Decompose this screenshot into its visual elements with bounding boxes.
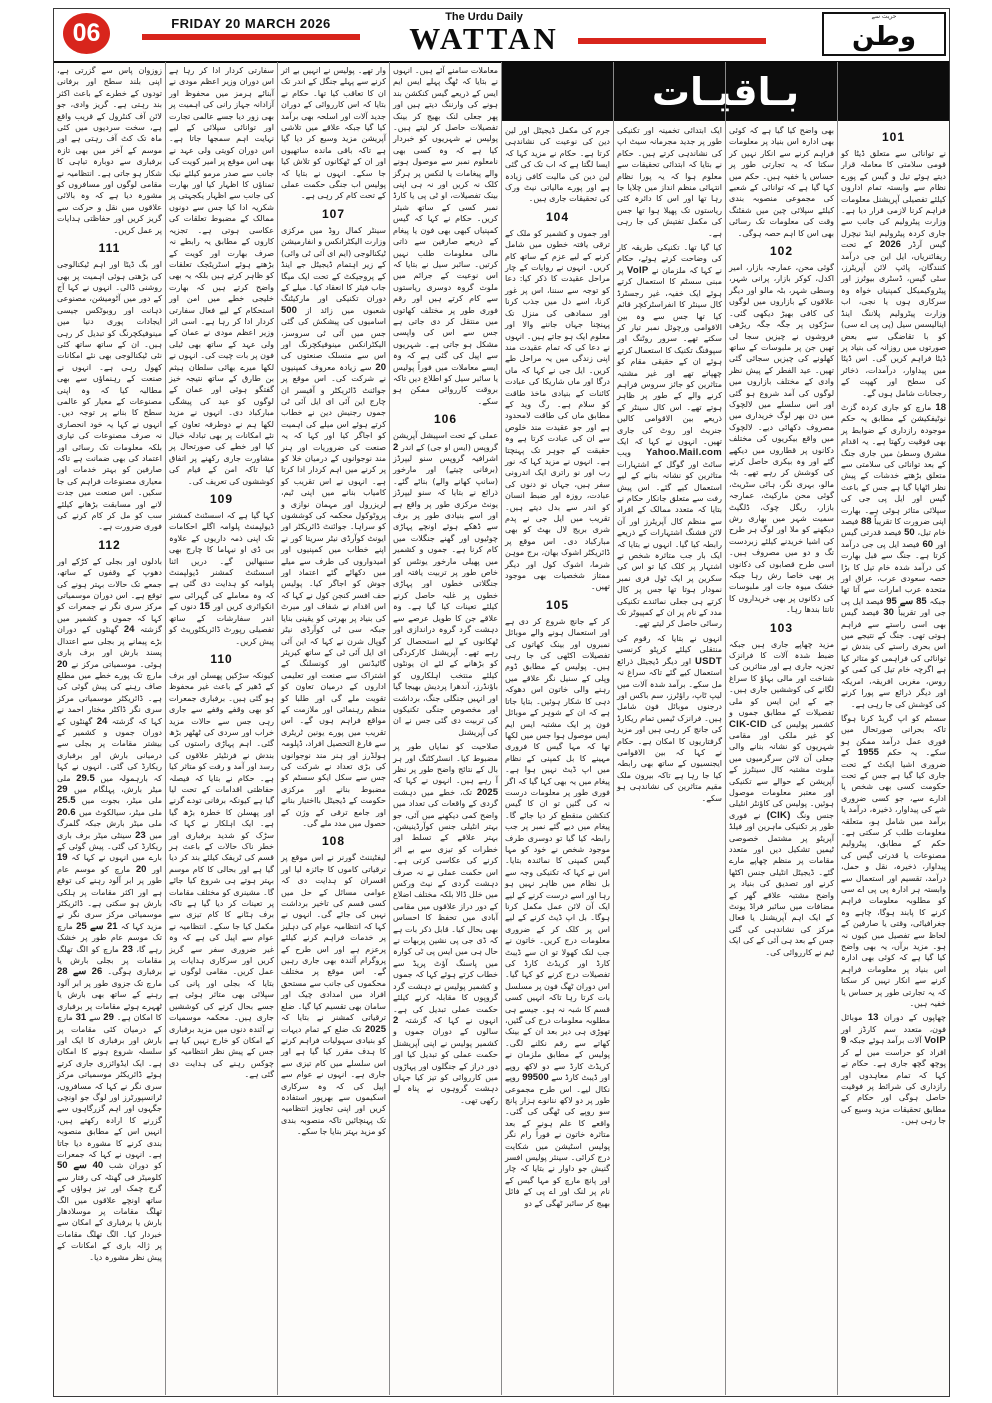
bold-token: 2 bbox=[393, 441, 399, 453]
bold-token: 26 سے 28 bbox=[57, 966, 103, 978]
bold-token: 25.5 bbox=[57, 795, 76, 807]
bold-token: USDT bbox=[694, 655, 722, 667]
bold-token: 23 bbox=[122, 943, 133, 955]
bold-token: 20 bbox=[135, 863, 147, 875]
body-paragraph: زوزوان پاس سے گزرتی ہے، اپنی بلند سطح اور برفانی تودوں کے خطرے کے باعث اکثر بند رہتی ہے۔ گریز وادی، جو لائن آف کنٹرول کے قریب واقع ہے، سخت سردیوں میں کئی ماہ تک کٹ آف رہتی ہے اور موسم کے آخر میں بھی تازہ برفباری سے دوبارہ تباہی کا شکار ہو جاتی ہے۔ انتظامیہ نے مقامی لوگوں اور مسافروں کو مشورہ دیا ہے کہ وہ بالائی علاقوں میں نقل و حرکت سے گریز کریں اور حفاظتی ہدایات پر عمل کریں۔ bbox=[57, 66, 162, 235]
body-paragraph: کہا گیا ہے کہ اسسٹنٹ کمشنر ڈیولپمنٹ پلوامہ اگلے احکامات تک اپنی ذمہ داریوں کے علاوہ بی ڈی او نیہاما کا چارج بھی سنبھالیں گے۔ دریں اثنا اسسٹنٹ کمشنر ڈیولپمنٹ پلوامہ کو ہدایت دی گئی ہے کہ وہ معاملے کی گہرائی سے انکوائری کریں اور 15 دنوں کے اندر سفارشات کے ساتھ تفصیلی رپورٹ ڈائریکٹوریٹ کو پیش کریں۔ bbox=[169, 511, 274, 646]
body-paragraph: سینٹر کمال روڈ میں مرکزی وزارت الیکٹرانکس و انفارمیشن ٹیکنالوجی (ایم ای آئی ٹی وائی) کے زیر اہتمام ڈیجیٹل جے اینڈ کے پروجیکٹ کے تحت ایک میگا جاب فیئر کا انعقاد کیا۔ میلے کے دوران تکنیکی اور مارکیٹنگ شعبوں میں زائد از 500 اسامیوں کی پیشکش کی گئی جس میں آئی ٹی سروسز، الیکٹرانکس مینوفیکچرنگ اور اس سے منسلک صنعتوں کی 20 سے زیادہ معروف کمپنیوں نے شرکت کی۔ اس موقع پر جوائنٹ ڈائریکٹر و آفیسر ان چارج این آئی ای ایل آئی ٹی جموں رجنیش دین نے خطاب کرتے ہوئے اس میلے کی اہمیت کو اجاگر کیا اور کہا کہ یہ صنعت کی ضروریات اور ہنر مند نوجوانوں کے درمیان خلا کو پر کرنے میں اہم کردار ادا کرتا ہے۔ انہوں نے اس تقریب کو کامیاب بنانے میں اپنی ٹیم، لریزرول اور مہمان نوازی و پروٹوکول محکمہ کی کوششوں کو سراہا۔ جوائنٹ ڈائریکٹر اور ایونٹ کوآرڈی نیٹر سریتا کور نے اپنے خطاب میں کمپنیوں اور امیدواروں کی طرف سے میلے میں دکھائے گئے اعتماد اور جوش کو اجاگر کیا۔ پولیس حف افسر کنجن کول نے کہا کہ اس اقدام نے شفاف اور میرٹ کی بنیاد پر بھرتی کو یقینی بنایا جبکہ سی ٹی کوآرڈی نیٹر گوپال شرن نے کہا کہ این آئی ای ایل آئی ٹی کے ساتھ کیریئر گائیڈنس اور کونسلنگ کے اشتراک سے صنعت اور تعلیمی اداروں کے درمیان تعاون کو تقویت ملے گی اور طلبا کو منظم رہنمائی اور ملازمت کے مواقع فراہم ہوں گے۔ اس تقریب میں پورے یونین ٹریٹری سے فارغ التحصیل افراد، ڈپلومہ ہولڈرز اور ہنر مند نوجوانوں کی بڑی تعداد نے شرکت کی جس سے سکل ایکو سسٹم کو مضبوط بنانے اور مرکزی حکومت کے ڈیجیٹل بااختیار بنانے اور جامع ترقی کے وژن کے حصول میں مدد ملے گی۔ bbox=[281, 225, 386, 828]
bold-token: 2 bbox=[393, 1014, 399, 1026]
section-number-106: 106 bbox=[433, 412, 458, 427]
column-3 bbox=[277, 62, 389, 1395]
bold-token: 20 bbox=[375, 361, 386, 373]
body-paragraph: کر کے جانچ شروع کر دی ہے اور استعمال ہونے والے موبائل نمبروں اور بینک کھاتوں کی تفصیلات اکٹھی کی جا رہی ہیں۔ پولیس کے مطابق ڈوم وپلی کے سنیل نگر علاقے میں رہنے والی خاتون اس دھوکہ دہی کا شکار ہوئیں۔ بتایا جاتا ہے کہ ان کے شوہر کے موبائل فون پر ایک مشتبہ ایس ایم ایس موصول ہوا جس میں لکھا تھا کہ مہا گیس کا فروری مہینے کا بل کمپنی کے نظام میں اپ ڈیٹ نہیں ہوا ہے۔ پیغام میں یہ بھی کہا گیا کہ اگر فوری طور پر معلومات درست نہ کی گئیں تو ان کا گیس کنکشن منقطع کر دیا جائے گا۔ پیغام میں دیے گئے نمبر پر جب رابطہ کیا گیا تو دوسری طرف موجود شخص نے خود کو مہا گیس کمپنی کا نمائندہ بتایا۔ اس نے کہا کہ تکنیکی وجہ سے بل نظام میں ظاہر نہیں ہو رہا اور اسے درست کرنے کے لیے ایک آن لائن عمل مکمل کرنا ہوگا۔ بل اپ ڈیٹ کرنے کے لیے اس پر کلک کر کے ضروری معلومات درج کریں۔ خاتون نے جب لنک کھولا تو ان سے ڈیبٹ کارڈ اور کریڈٹ کارڈ کی تفصیلات درج کرنے کو کہا گیا۔ اس دوران ٹھگ فون پر مسلسل بات کرتا رہا تاکہ انہیں کسی قسم کا شبہ نہ ہو۔ جیسے ہی مطلوبہ معلومات درج کی گئیں، تھوڑی ہی دیر بعد ان کے بینک کھاتے سے رقم نکلنے لگی۔ پولیس کے مطابق ملزمان نے کریڈٹ کارڈ سے دو لاکھ روپے اور ڈیبٹ کارڈ سے 99500 روپے نکال لیے۔ اس طرح مجموعی طور پر دو لاکھ ننانوے ہزار پانچ سو روپے کی ٹھگی کی گئی۔ واقعے کا علم ہونے کے بعد متاثرہ خاتون نے فوراً رام نگر پولیس اسٹیشن میں شکایت درج کرائی۔ سینئر پولیس افسر گنیش جو داوار نے بتایا کہ چار اور پانچ مارچ کو مہا گیس کے نام پر لنک اور اے پی کے فائل بھیج کر سائبر ٹھگی کے دو bbox=[505, 616, 610, 1208]
column-6 bbox=[613, 62, 725, 1395]
section-number-101: 101 bbox=[881, 130, 906, 144]
body-paragraph: گوئی محن، عمارجہ بازار، امیر اکدل، کوکر بازار، پرانی شہر، وسطی شہر، بٹہ مالو اور دیگر علاقوں کے بازاروں میں لوگوں کی کافی بھیڑ دیکھی گئی۔ سڑکوں پر جگہ جگہ ریڑھی فروشوں نے چیزیں سجا لی تھیں جن پر ملبوسات کے ساتھ کھلونے کی چیزیں سجائی گئی تھیں۔ عید الفطر کے پیش نظر وادی کے مختلف بازاروں میں لوگوں کی آمد شروع ہو گئی اور اس سلسلے میں لالچوک میں دن بھر لوگ خریداری میں مصروف دکھائی دیے۔ لالچوک میں واقع بیکریوں کی مختلف دکانوں پر قطاروں میں دیکھے گئے اور وہ بیکری حاصل کرنے کی کوشش کر رہے تھے۔ بٹہ مالو، بہری نگر، ہائی سٹریٹ، گوئی محن مارکیٹ، عمارجہ بازار، ریگل چوک، ڈلگیٹ سمیت شہر میں بھاری رش دیکھنے کو ملا اور لوگ ہر طرح کی اشیا خریدنے کیلئے زبردست تگ و دو میں مصروف ہیں۔ اسی طرح قصابوں کی دکانوں پر بھی خاصا رش رہا جبکہ خشک میوہ جات اور ملبوسات کی دکانوں پر بھی خریداروں کا تانتا بندھا رہا۔ bbox=[729, 263, 834, 615]
bold-token: 1955 bbox=[857, 747, 879, 759]
body-paragraph: بھی واضح کیا گیا ہے کہ کوئی بھی ادارہ اس بنیاد پر معلومات فراہم کرنے سے انکار نہیں کر سکتا کہ یہ تجارتی طور پر حساس یا خفیہ ہیں۔ حکم میں کہا گیا ہے کہ توانائی کے شعبے کی مجموعی منصوبہ بندی کیلئے سپلائی چین میں شفٹنگ وقت کی معلومات تک رسائی بھی اس کا اہم حصہ ہوگی۔ bbox=[729, 126, 834, 238]
body-paragraph: ایک ابتدائی تخمینہ اور تکنیکی طور پر جدید مجرمانہ سیٹ اپ کی نشاندہی کرتے ہیں۔ حکام نے بتایا کہ ابتدائی تحقیقات سے معلوم ہوا کہ یہ پورا نظام انتہائی منظم انداز میں چلایا جا رہا تھا اور اس کا دائرہ کئی ریاستوں تک پھیلا ہوا تھا جس کی مکمل تفتیش کی جا رہی ہے۔ bbox=[617, 126, 722, 238]
bold-token: 19 bbox=[57, 852, 68, 864]
bold-token: 13 bbox=[867, 1012, 879, 1024]
body-paragraph: عملی کے تحت اسپیشل آپریشن گروپس (ایس او جی) کے اندر 2 اشرافیہ گروپس سنو لیپرڈز (برفانی چیتے) اور مارخور (سانپ کھانے والے) بنائے گئے۔ ذرائع نے بتایا کہ سنو لیپرڈز یونٹ مرکزی طور پر واقع ہے اور اسے بنیادی طور پر برف سے ڈھکے ہوئے اونچے پہاڑی چوٹیوں اور گھنے جنگلات میں کام کرنا ہے۔ جموں و کشمیر میں پھیلی مارخور یونٹس کو خاص طور پر تربیت یافتہ اور جنگلاتی خطوں اور پہاڑی خطوں پر غلبہ حاصل کرنے کیلئے تعینات کیا گیا ہے۔ وہ علاقے جن کا طویل عرصے سے دہشت گرد گروہ دراندازی اور ٹھکانوں کے لیے استحصال کر رہے تھے۔ آپریشنل کارکردگی کو بڑھانے کے لئے ان یونٹوں کیلئے منتخب اہلکاروں کو باؤنڈرز، آندھرا پردیش بھیجا گیا اور انہیں جنگلی جنگ، برداشت اور مخصوص جنگی تکنیکوں کی تربیت دی گئی جس نے ان کی آپریشنل bbox=[393, 431, 498, 737]
section-number-111: 111 bbox=[98, 241, 121, 256]
bold-token: 31 bbox=[75, 1012, 87, 1024]
red-rule-right bbox=[578, 38, 766, 44]
body-paragraph: نے توانائی سے متعلق ڈیٹا کو قومی سلامتی کا معاملہ قرار دیتے ہوئے تیل و گیس کے پورے نظام سے وابستہ تمام اداروں کیلئے تفصیلی آپریشنل معلومات فراہم کرنا لازمی قرار دیا ہے۔ وزارت پیٹرولیم کی جانب سے جاری کردہ پیٹرولیم اینڈ نیچرل گیس آرڈر 2026 کے تحت ریفائنریاں، ایل این جی درآمد کنندگان، پائپ لائن آپریٹرز، سٹی گیس، ڈسٹری بیوٹرز اور پیٹروکیمیکل کمپنیاں خواہ وہ سرکاری ہوں یا نجی، اب وزارت پیٹرولیم پلاننگ اینڈ اینالیسس سیل (پی پی اے سی) کو با تقاضگی سے بعض صورتوں میں روزانہ کی بنیاد پر ڈیٹا فراہم کریں گی۔ اس ڈیٹا میں پیداوار، درآمدات، ذخائر کی سطح اور کھپت کے رجحانات شامل ہوں گے۔ bbox=[841, 149, 946, 398]
bold-token: (CIK) bbox=[766, 809, 791, 821]
body-paragraph: سسٹم کو اپ گریڈ کرنا ہوگا تاکہ بحرانی صورتحال میں فوری عمل درآمد ممکن ہو سکے۔ یہ حکم 1955 کے ضروری اشیا ایکٹ کے تحت جاری کیا گیا ہے جس کے تحت حکومت کسی بھی شخص یا ادارے سے، جو کسی ضروری شے کی پیداوار، ذخیرہ، درآمد یا برآمد میں شامل ہو، متعلقہ معلومات طلب کر سکتی ہے۔ حکم کے مطابق، پیٹرولیم مصنوعات یا قدرتی گیس کی پیداوار، ذخیرہ، نقل و حمل، درآمد، تقسیم اور استعمال سے وابستہ ہر ادارہ پی پی اے سی کو مطلوبہ معلومات فراہم کرنے کا پابند ہوگا، چاہے وہ جغرافیائی، وقتی یا صارفین کے لحاظ سے تفصیل میں کیوں نہ ہو۔ مزید برآں، یہ بھی واضح کیا گیا ہے کہ کوئی بھی ادارہ اس بنیاد پر معلومات فراہم کرنے سے انکار نہیں کر سکتا کہ یہ تجارتی طور پر حساس یا خفیہ ہیں۔ bbox=[841, 713, 946, 1009]
body-paragraph: مزید چھاپے جاری ہیں جبکہ ضبط شدہ آلات کا فرانزک تجزیہ جاری ہے اور متاثرین کی شناخت اور مالی بہاؤ کا سراغ لگانے کی کوششیں جاری ہیں۔ جے کے این ایس کو ملی تفصیلات کے مطابق جموں و کشمیر پولیس کی CIK-CID کو غیر ملکی اور مقامی شہریوں کو نشانہ بنانے والی جعلی آن لائن سرگرمیوں میں ملوث مشتبہ کال سینٹرز کے آپریشن کے حوالے سے تکنیکی اور معتبر معلومات موصول ہوئیں۔ پولیس کی کاؤنٹر انٹیلی جنس ونگ (CIK) نے فوری طور پر تکنیکی ماہرین اور فیلڈ آپریٹو پر مشتمل خصوصی ٹیمیں تشکیل دیں اور متعدد مقامات پر منظم چھاپے مارے گئے۔ ڈیجیٹل انٹیلی جنس اکٹھا کرنے اور تصدیق کی بنیاد پر واضح مشتبہ علاقے گھر کے مضافات میں سائبر فراڈ یونٹ کے ایک اہم آپریشنل یا فعال مرکز کی نشاندہی کی گئی جس کے بعد ہی آئی کے کی ایک ٹیم نے کارروائی کی۔ bbox=[729, 639, 834, 957]
bold-token: VoIP bbox=[924, 1035, 946, 1047]
section-number-103: 103 bbox=[769, 620, 794, 635]
body-paragraph: صلاحیت کو نمایاں طور پر مضبوط کیا۔ انسٹرکٹنگ اور ہر بال کے نتائج واضح طور پر نظر آ رہے ہیں۔ انہوں نے کہا کہ 2025 تک، خطے میں دہشت گردی کے واقعات کی تعداد میں واضح کمی دیکھنے میں آئی، جو بہتر انٹیلی جنس کوآرڈینیشن، بہتر علاقے کے تسلط اور خطرات کو تیزی سے بے اثر کرنے کی عکاسی کرتی ہے۔ اس حکمت عملی نے نہ صرف دہشت گردی کے نیٹ ورکس میں خلل ڈالا بلکہ مختلف اضلاع کے دور دراز علاقوں میں مقامی آبادی میں تحفظ کا احساس بھی بحال کیا۔ قابل ذکر بات ہے کہ ڈی جی پی نشین پربھات نے حال ہی میں ایس پی ٹی کوارہ میں پاسنگ آؤٹ پریڈ سے خطاب کرتے ہوئے کہا کہ جموں و کشمیر پولیس نے دہشت گرد گروپوں کا مقابلہ کرنے کیلئے حکمت عملی تبدیل کی ہے۔ انہوں نے کہا کہ گزشتہ 2 سالوں کے دوران جموں و کشمیر پولیس نے اپنی آپریشنل حکمت عملی کو تبدیل کیا اور دور دراز کے جنگلوں اور پہاڑوں میں کارروائی کو تیز کیا جہاں دہشت گروہوں نے پناہ لے رکھی تھی۔ bbox=[393, 742, 498, 1105]
page-number-badge bbox=[63, 13, 110, 54]
masthead-title: WATTAN bbox=[409, 21, 559, 56]
bold-token: 20.6 bbox=[57, 806, 76, 818]
column-7 bbox=[725, 62, 837, 1395]
section-number-109: 109 bbox=[209, 492, 234, 507]
body-paragraph: کیونکہ سڑکیں پھسلن اور برف کے ڈھیر کے باعث غیر محفوظ ہو گئی ہیں۔ برفباری جمعرات کو بھی وقفے وقفے سے جاری رہی جس سے حالات مزید خراب اور سردی کی ٹھٹھر بڑھ گئی۔ اہم پہاڑی راستوں کی بندش نے فرنٹیئر علاقوں کی رسد اور آمد و رفت کو متاثر کیا ہے۔ حکام نے بتایا کہ فیصلہ حفاظتی اقدامات کے تحت لیا گیا ہے کیونکہ برفانی تودے گرنے اور پھسلن کا خطرہ بڑھ گیا ہے۔ ایک اہلکار نے کہا کہ سڑک کو شدید برفباری اور خطر ناک حالات کے باعث ہر قسم کی ٹریفک کیلئے بند کر دیا گیا ہے اور بحالی کا کام موسم بہتر ہوتے ہی شروع کیا جائے گا۔ مشینری کو مختلف مقامات پر تعینات کر دیا گیا ہے تاکہ برف ہٹانے کا کام تیزی سے مکمل کیا جا سکے۔ انتظامیہ نے عوام سے اپیل کی ہے کہ وہ غیر ضروری سفر سے گریز کریں اور سرکاری ہدایات پر عمل کریں۔ مقامی لوگوں نے بتایا کہ بجلی اور پانی کی سپلائی بھی متاثر ہوئی ہے جسے بحال کرنے کی کوششیں جاری ہیں۔ محکمہ موسمیات نے آئندہ دنوں میں مزید برفباری کے امکان کو خارج نہیں کیا ہے جس کے پیش نظر انتظامیہ کو چوکس رہنے کی ہدایت دی گئی ہے۔ bbox=[168, 670, 274, 1080]
bold-token: 50 bbox=[904, 527, 915, 539]
bold-token: 21 سے 25 bbox=[76, 920, 118, 932]
red-rule-left bbox=[142, 34, 360, 40]
body-paragraph: لیفٹیننٹ گورنر نے اس موقع پر ترقیاتی کاموں کا جائزہ لیا اور افسران کو ہدایت دی کہ عوامی مسائل کے حل میں کسی قسم کی تاخیر برداشت نہیں کی جائے گی۔ انہوں نے کہا کہ انتظامیہ عوام کی دہلیز پر خدمات فراہم کرنے کیلئے پرعزم ہے اور اس طرح کے پروگرام آئندہ بھی جاری رہیں گے۔ اس موقع پر مختلف محکموں کی جانب سے مستحق افراد میں امدادی چیک اور سامان بھی تقسیم کیا گیا۔ ضلع ترقیاتی کمشنر نے بتایا کہ 2025 تک ضلع کے تمام دیہات کو بنیادی سہولیات فراہم کرنے کا ہدف مقرر کیا گیا ہے اور اس سلسلے میں کام تیزی سے جاری ہے۔ انہوں نے عوام سے اپیل کی کہ وہ سرکاری اسکیموں سے بھرپور استفادہ کریں اور اپنی تجاویز انتظامیہ تک پہنچائیں تاکہ منصوبہ بندی کو مزید بہتر بنایا جا سکے۔ bbox=[281, 853, 386, 1137]
column-1 bbox=[54, 62, 165, 1395]
section-banner-title: بـاقيـات bbox=[651, 70, 800, 114]
bold-token: 9 bbox=[841, 1035, 847, 1047]
urdu-logo-text: وطن bbox=[851, 22, 917, 52]
urdu-logo-note: حریت سے bbox=[871, 13, 897, 20]
body-paragraph: اور جموں و کشمیر کو ملک کے ترقی یافتہ خطوں میں شامل کرنے کے لیے عزم کے ساتھ کام کریں۔ انہوں نے روایات کے چار مراحل عقیدت کا ذکر کیا: دعا کو توجہ سے سننا، اس پر غور کرنا، اسے دل میں جذب کرنا اور سمادھی کی منزل تک پہنچنا جہاں جاننے والا اور معلوم ایک ہو جاتے ہیں۔ انہوں نے دعا کی کہ تمام عقیدت مند اپنی زندگی میں یہ مراحل طے کریں۔ ایل جی نے کہا کہ ماں درگا اور ماں شاریکا کی عبادت کائنات کے بنیادی ماخذ طاقت کو سلام ہے۔ رگ وید کے مطابق ماں کی طاقت لامحدود ہے اور جو عقیدت مند خلوص سے ان کی عبادت کرتا ہے وہ حقیقت کے جوہر تک پہنچتا ہے۔ انہوں نے مزید کہا کہ نور رب اور نو راتری ایک اندرونی سفر ہیں، جہاں نو دنوں کی عبادت، روزہ اور ضبط انسان کو اندر سے بدل دیتے ہیں۔ تقریب میں ایل جی نے پدم شری بریج لال بھٹ کو بھی مبارکباد دی۔ اس موقع پر ڈائریکٹر اشوک بھان، برج موہن شرما، اشوک کول اور دیگر ممتاز شخصیات بھی موجود تھیں۔ bbox=[505, 228, 610, 592]
columns-region bbox=[54, 62, 949, 1395]
bold-token: 20 bbox=[57, 658, 68, 670]
bold-token: 24 bbox=[96, 715, 108, 727]
masthead bbox=[54, 9, 949, 63]
body-paragraph: کیا گیا تھا۔ تکنیکی طریقہ کار کی وضاحت کرتے ہوئے، حکام نے کہا کہ ملزمان نے VoIP پر مبنی سسٹم کا استعمال کرتے ہوئے ایک خفیہ، غیر رجسٹرڈ کال سینٹر کا انفراسٹرکچر قائم کیا تھا جس سے وہ بین الاقوامی ورچوئل نمبر تیار کر سکتے تھے۔ سرور روٹنگ اور سپوفنگ تکنیک کا استعمال کرتے ہوئے ان کے حقیقی مقام کو چھپاتے تھے اور غیر مشتبہ متاثرین کو جائز سروس فراہم کرنے والے کے طور پر ظاہر ہوتے تھے۔ اس کال سینٹر کے ذریعے بین الاقوامی کالیں جنریٹ اور روٹ کی جاری تھیں۔ انہوں نے کہا کہ ایک Yahoo.Mail.com ویب سائٹ اور گوگل کے اشتہارات متاثرین کو نشانہ بنانے کے لیے استعمال کیے گئے۔ اس پیش رفت سے متعلق جانکار حکام نے بتایا کہ متعدد ممالک کے افراد سے منظم کال آپریٹرز اور آن لائن فشنگ اشتہارات کے ذریعے رابطہ کیا گیا۔ انہوں نے بتایا کہ ایک بار جب متاثرہ شخص نے اشتہار پر کلک کیا تو اس کی سکرین پر ایک ٹول فری نمبر نمودار ہوتا تھا جس پر کال کرتے ہی جعلی نمائندے تکنیکی مدد کے نام پر ان کے کمپیوٹر تک رسائی حاصل کر لیتے تھے۔ bbox=[617, 243, 723, 629]
body-paragraph: انہوں نے بتایا کہ رقوم کی منتقلی کیلئے کرپٹو کرنسی USDT اور دیگر ڈیجیٹل ذرائع استعمال کیے گئے تاکہ سراغ نہ مل سکے۔ برآمد شدہ آلات میں لیپ ٹاپ، راؤٹرز، سم باکس اور درجنوں موبائل فون شامل ہیں۔ فرانزک ٹیمیں تمام ریکارڈ کی جانچ کر رہی ہیں اور مزید گرفتاریوں کا امکان ہے۔ حکام نے کہا کہ بین الاقوامی ایجنسیوں کے ساتھ بھی رابطہ کیا جا رہا ہے تاکہ بیرون ملک مقیم متاثرین کی نشاندہی ہو سکے۔ bbox=[617, 633, 722, 803]
bold-token: VoIP bbox=[626, 264, 649, 276]
section-number-108: 108 bbox=[321, 834, 346, 849]
bold-token: 40 سے 50 bbox=[57, 1160, 104, 1172]
urdu-logo-box bbox=[822, 12, 946, 56]
bold-token: 88 bbox=[860, 516, 872, 527]
bold-token: CIK-CID bbox=[729, 718, 767, 730]
page-number: 06 bbox=[72, 19, 101, 47]
column-2 bbox=[165, 62, 277, 1395]
bold-token: 29 bbox=[57, 783, 68, 795]
newspaper-page bbox=[53, 8, 950, 1397]
date-line: FRIDAY 20 MARCH 2026 bbox=[171, 16, 331, 31]
body-paragraph: جرم کی مکمل ڈیجیٹل اور لین دین کی نوعیت کی نشاندہی کرتا ہے۔ حکام نے مزید کہا کہ ایسا لگتا ہے کہ اب تک کی گئی لین دین کی مالیت کافی زیادہ ہے اور پورے مالیاتی نیٹ ورک کی تحقیقات جاری ہیں۔ bbox=[505, 126, 610, 204]
body-paragraph: معاملات سامنے آئے ہیں۔ انہوں نے بتایا کہ ٹھگ پہلے ایس ایم ایس کے ذریعے گیس کنکشن بند ہونے کی وارننگ دیتے ہیں اور پھر جعلی لنک بھیج کر بینک تفصیلات حاصل کر لیتے ہیں۔ پولیس نے شہریوں کو خبردار کیا ہے کہ وہ کسی بھی نامعلوم نمبر سے موصول ہونے والے پیغامات یا لنکس پر ہرگز کلک نہ کریں اور نہ ہی اپنی بینک تفصیلات، او ٹی پی یا کارڈ نمبر کسی کے ساتھ شیئر کریں۔ حکام نے کہا کہ گیس کمپنیاں کبھی بھی فون یا پیغام کے ذریعے صارفین سے ذاتی مالی معلومات طلب نہیں کرتیں۔ سائبر سیل نے بتایا کہ اس نوعیت کے جرائم میں ملوث گروہ دوسری ریاستوں سے کام کرتے ہیں اور رقم فوری طور پر مختلف کھاتوں میں منتقل کر دی جاتی ہے جس سے اس کی واپسی مشکل ہو جاتی ہے۔ شہریوں سے اپیل کی گئی ہے کہ وہ ایسے معاملات میں فوراً پولیس یا سائبر سیل کو اطلاع دیں تاکہ بروقت کارروائی ممکن ہو سکے۔ bbox=[393, 66, 498, 406]
masthead-center bbox=[349, 11, 619, 56]
body-paragraph: اور بگ ڈیٹا اور اہم ٹیکنالوجی کی بڑھتی ہوئی اہمیت پر بھی روشنی ڈالی۔ انہوں نے کہا آج کے دور میں آٹومیشن، مصنوعی ذہانت اور روبوٹکس جیسی ایجادات پوری دنیا میں مینوفیکچرنگ کو تبدیل کر رہی ہیں۔ ان کے ساتھ ساتھ کئی نئی ٹیکنالوجی بھی نئے امکانات کھول رہی ہے۔ انہوں نے صنعت کے رہنماؤں سے بھی مطالبہ کیا کہ وہ اپنی مصنوعات کے معیار کو عالمی سطح کا بنانے پر توجہ دیں۔ انہوں نے کہا یہ خود انحصاری نہ صرف مصنوعات کی تیاری بلکہ معلومات تک رسائی اور اعتماد کی بھی ضمانت ہے تاکہ صارفین کو بہتر خدمات اور معیاری مصنوعات فراہم کی جا سکیں۔ اس صنعت میں جدت لانے اور مسابقت بڑھانے کیلئے سب کو مل کر کام کرنے کی فوری ضرورت ہے۔ bbox=[57, 260, 162, 532]
section-number-107: 107 bbox=[321, 206, 346, 221]
column-4 bbox=[389, 62, 501, 1395]
bold-token: 24 bbox=[123, 624, 135, 636]
bold-token: 2025 bbox=[364, 1023, 386, 1035]
bold-token: 30 bbox=[883, 607, 894, 619]
body-paragraph: بادلوں اور بجلی کے کڑکے اور دھوپ کے وقفوں کے ساتھ، جمعے تک حالات بہتر ہونے کی توقع ہے۔ اس دوران موسمیاتی مرکز سری نگر نے جمعرات کو کہا کہ جموں و کشمیر میں گزشتہ 24 گھنٹوں کے دوران بڑے پیمانے پر بجلی سے اعتدال پسند بارش اور برف باری ہوئی۔ موسمیاتی مرکز نے 20 مارچ تک پورے خطے میں مطلع صاف رہنے کی پیش گوئی کی ہے۔ ڈائریکٹر موسمیاتی مرکز سری نگر ڈاکٹر مختار احمد نے کہا کہ گزشتہ 24 گھنٹوں کے دوران جموں و کشمیر کے بیشتر مقامات پر بجلی سے درمیانی بارش اور برفباری ریکارڈ کی گئی۔ انہوں نے کہا کہ بارہمولہ میں 29.5 ملی میٹر بارش، پہلگام میں 29 ملی میٹر، بجوت میں 25.5 ملی میٹر، سیالکوٹ میں 20.6 ملی میٹر بارش جبکہ گلمرگ میں 23 سینٹی میٹر برف باری ریکارڈ کی گئی۔ پیش گوئی کے بارے میں انہوں نے کہا کہ 19 اور 20 مارچ کو موسم عام طور پر ابر آلود رہنے کی توقع ہے اور اکثر مقامات پر ہلکی بارش ہو سکتی ہے۔ ڈائریکٹر موسمیاتی مرکز سری نگر نے مزید کہا کہ 21 سے 25 مارچ تک موسم عام طور پر خشک رہے گا، 23 مارچ کو الگ تھلگ مقامات پر بجلی بارش یا برفباری ہوگی۔ 26 سے 28 مارچ تک جزوی طور پر ابر آلود رہنے کے ساتھ بھی بارش یا ٹھہرے ہوئے مقامات پر برفباری کا امکان ہے۔ 29 سے 31 مارچ کے درمیان کئی مقامات پر بارش اور برفباری کا ایک اور سلسلہ شروع ہونے کا امکان ہے۔ ایک ایڈوائزری جاری کرتے ہوئے ڈائریکٹر موسمیاتی مرکز سری نگر نے کہا کہ مسافروں، ٹرانسپورٹرز اور لوگ جو اونچی جگہوں اور اہم گزرگاہوں سے گزرنے کا ارادہ رکھتے ہیں، انہیں اس کے مطابق منصوبہ بندی کرنے کا مشورہ دیا جاتا ہے۔ انہوں نے کہا کہ جمعرات کو دوران شب 40 سے 50 کلومیٹر فی گھنٹہ کی رفتار سے گرج چمک اور تیز ہواؤں کے ساتھ اونچے علاقوں میں الگ تھلگ مقامات پر موسلادھار بارش یا برفباری کے امکان سے خبردار کیا۔ الگ تھلگ مقامات پر ژالہ باری کے امکانات کے پیش نظر مشورہ دیا۔ bbox=[57, 556, 163, 1262]
bold-token: 29 bbox=[103, 1012, 114, 1024]
bold-token: 15 bbox=[199, 601, 211, 613]
body-paragraph: چھاپوں کے دوران 13 موبائل فون، متعدد سم کارڈز اور VoIP آلات برآمد ہوئے جبکہ 9 افراد کو حراست میں لے کر پوچھ گچھ جاری ہے۔ حکام نے کہا کہ تمام معاہدوں اور رازداری کی شرائط پر فوقیت حاصل ہوگی اور حکام کے مطابق تحقیقات مزید وسیع کی جا رہی ہیں۔ bbox=[841, 1012, 946, 1126]
bold-token: Yahoo.Mail.com bbox=[646, 447, 722, 459]
column-8 bbox=[837, 62, 949, 1395]
bold-token: 2025 bbox=[476, 786, 498, 798]
tagline: The Urdu Daily bbox=[445, 11, 523, 23]
bold-token: 18 bbox=[935, 401, 946, 413]
body-paragraph: وار تھے۔ پولیس نے انہیں بے اثر کرنے سے پہلے جنگل کے اندر تک ان کا تعاقب کیا تھا۔ حکام نے بتایا کہ اس کارروائی کے دوران جدید آلات اور اسلحہ بھی برآمد کیا گیا جبکہ علاقے میں تلاشی آپریشن مزید وسیع کر دیا گیا ہے تاکہ باقی ماندہ ساتھیوں اور ان کے ٹھکانوں کو تلاش کیا جا سکے۔ انہوں نے بتایا کہ پولیس اب جنگی حکمت عملی کے تحت کام کر رہی ہے۔ bbox=[281, 66, 386, 201]
body-paragraph: سفارتی کردار ادا کر رہا ہے اس دوران وزیر اعظم مودی نے آبنائے ہرمز میں محفوظ اور آزادانہ جہاز رانی کی اہمیت پر بھی زور دیا جسے عالمی تجارت اور توانائی سپلائی کے لیے نہایت اہم سمجھا جاتا ہے۔ اس دوران کویتی ولی عہد نے بھی اس موقع پر امیر کویت کی جانب سے صدر مرمو کیلئے نیک تمناؤں کا اظہار کیا اور بھارت کی جانب سے اظہار یکجہتی پر شکریہ ادا کیا جس سے دونوں ممالک کے مضبوط تعلقات کی عکاسی ہوتی ہے۔ تجزیہ کاروں کے مطابق یہ رابطے نہ صرف بھارت اور کویت کے بڑھتے ہوئے اسٹریٹجک تعلقات کو ظاہر کرتے ہیں بلکہ یہ بھی واضح کرتے ہیں کہ بھارت خلیجی خطے میں امن اور استحکام کے لیے فعال سفارتی کردار ادا کر رہا ہے۔ اسی اثر وزیر اعظم مودی نے عمان کے ولی عہد کے ساتھ بھی ٹیلی فون پر بات چیت کی۔ انہوں نے لکھا میرے بھائی سلطان ہیثم بن طارق کے ساتھ نتیجہ خیز گفتگو ہوئی اور عمان کے لوگوں کو عید کی پیشگی مبارکباد دی۔ انہوں نے مزید لکھا ہم نے دوطرفہ تعاون کے نئے امکانات پر بھی تبادلہ خیال کیا اور خطے کی صورتحال پر مشاورت جاری رکھنے پر اتفاق کیا تاکہ امن کے قیام کی کوششوں کی تعریف کی۔ bbox=[169, 66, 274, 486]
bold-token: 99500 bbox=[522, 1072, 549, 1084]
section-number-102: 102 bbox=[769, 244, 794, 259]
section-number-105: 105 bbox=[545, 597, 570, 612]
bold-token: 23 bbox=[135, 829, 146, 841]
section-number-110: 110 bbox=[210, 651, 233, 666]
bold-token: 29.5 bbox=[76, 772, 95, 784]
bold-token: 60 bbox=[922, 538, 934, 550]
column-5 bbox=[501, 62, 613, 1395]
section-number-104: 104 bbox=[545, 209, 570, 224]
bold-token: 2026 bbox=[879, 239, 901, 251]
date-block bbox=[142, 16, 360, 40]
section-number-112: 112 bbox=[98, 537, 121, 552]
body-paragraph: 18 مارچ کو جاری کردہ گزٹ نوٹیفکیشن کے مطابق یہ حکم موجودہ رازداری کے ضوابط پر بھی فوقیت رکھتا ہے۔ یہ اقدام مشرق وسطیٰ میں جاری جنگ کے بعد توانائی کی سلامتی سے متعلق بڑھتے خدشات کے پیش نظر اٹھایا گیا ہے جس کے باعث گیس اور ایل پی جی کی سپلائی متاثر ہوئی ہے۔ بھارت اپنی ضرورت کا تقریباً 88 فیصد خام تیل، 50 فیصد قدرتی گیس اور 60 فیصد ایل پی جی درآمد کرتا ہے۔ جنگ سے قبل بھارت کی درآمد شدہ خام تیل کا بڑا حصہ سعودی عرب، عراق اور متحدہ عرب امارات سے آتا تھا جبکہ 85 سے 95 فیصد ایل پی جی اور تقریباً 30 فیصد گیس بھی اسی راستے سے فراہم ہوتی تھی۔ جنگ کے نتیجے میں اس بحری راستے کی بندش نے توانائی کی فراہمی کو متاثر کیا ہے اگرچہ خام تیل کی کمی کو روس، مغربی افریقہ، امریکہ اور دیگر ذرائع سے پورا کرنے کی کوشش کی جا رہی ہے۔ bbox=[841, 401, 946, 709]
bold-token: 500 bbox=[281, 304, 297, 316]
bold-token: 85 سے 95 bbox=[886, 595, 927, 607]
